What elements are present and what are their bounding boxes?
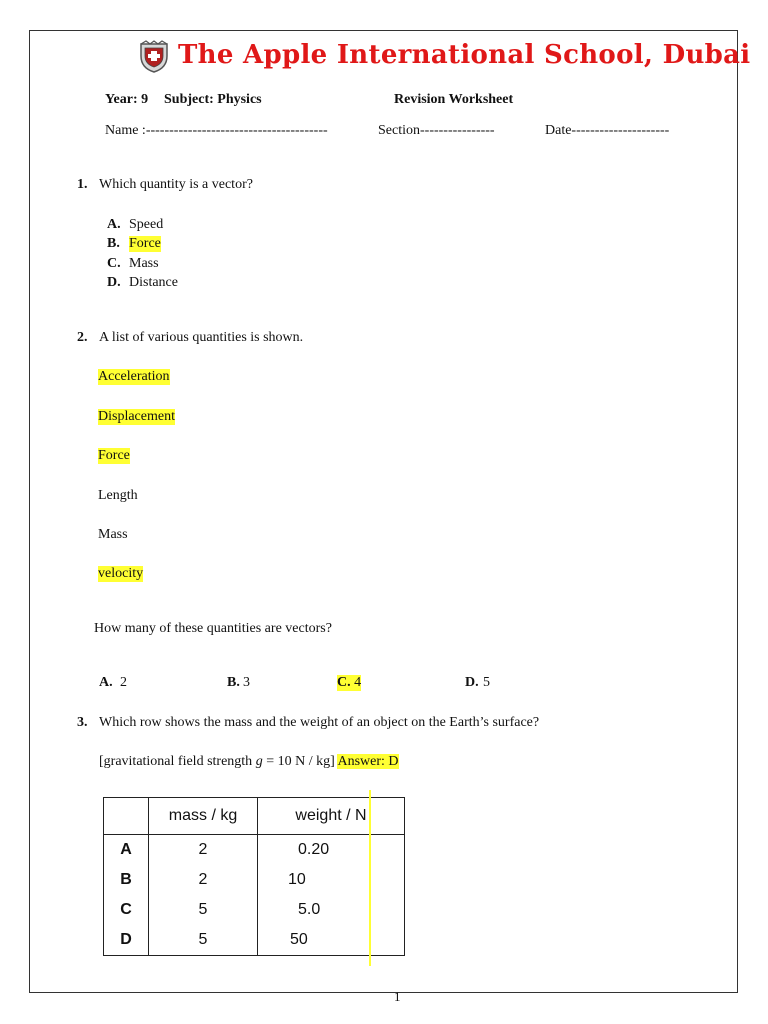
note-prefix: [gravitational field strength bbox=[99, 754, 256, 769]
weight-cell: 5.0 bbox=[258, 895, 405, 925]
quantity-force: Force bbox=[98, 448, 130, 463]
answer-letter: D. bbox=[465, 675, 479, 690]
quantity-mass: Mass bbox=[98, 527, 128, 542]
table-row bbox=[104, 835, 405, 866]
answer-value: 4 bbox=[354, 675, 362, 690]
mass-cell: 2 bbox=[149, 865, 258, 895]
year-label: Year: 9 bbox=[105, 92, 149, 107]
note-g-symbol: g bbox=[255, 754, 263, 769]
q1-text: Which quantity is a vector? bbox=[99, 177, 253, 192]
option-letter: D. bbox=[107, 275, 121, 290]
answer-value: 3 bbox=[243, 675, 250, 690]
answer-value: 2 bbox=[120, 675, 127, 690]
option-text: Mass bbox=[129, 256, 159, 271]
option-text: Speed bbox=[129, 217, 164, 232]
page-number: 1 bbox=[394, 989, 401, 1004]
q3-note bbox=[99, 754, 399, 770]
quantity-velocity: velocity bbox=[98, 566, 144, 581]
answer-letter: B. bbox=[227, 675, 240, 690]
answer-value: 5 bbox=[483, 675, 490, 690]
q2-text: A list of various quantities is shown. bbox=[99, 330, 304, 345]
q2-number: 2. bbox=[77, 330, 88, 345]
worksheet-title: Revision Worksheet bbox=[394, 92, 514, 107]
option-letter: A. bbox=[107, 217, 121, 232]
table-header-cell: mass / kg bbox=[149, 798, 258, 835]
date-field[interactable]: Date--------------------- bbox=[545, 123, 670, 138]
q3-number: 3. bbox=[77, 715, 88, 730]
row-label: A bbox=[104, 835, 149, 866]
mass-cell: 2 bbox=[149, 835, 258, 866]
table-row bbox=[104, 895, 405, 925]
q2-prompt: How many of these quantities are vectors? bbox=[94, 621, 332, 636]
q3-text: Which row shows the mass and the weight of an object on the Earth’s surface? bbox=[99, 715, 540, 730]
section-field[interactable]: Section---------------- bbox=[378, 123, 495, 138]
quantity-length: Length bbox=[98, 488, 138, 503]
highlight-rule bbox=[369, 790, 371, 966]
subject-label: Subject: Physics bbox=[164, 92, 262, 107]
weight-cell: 10 bbox=[258, 865, 405, 895]
table-row bbox=[104, 865, 405, 895]
table-row bbox=[104, 925, 405, 956]
option-letter: B. bbox=[107, 236, 120, 251]
row-label: D bbox=[104, 925, 149, 956]
answer-letter: C. bbox=[337, 675, 351, 690]
table-header-cell bbox=[104, 798, 149, 835]
answer-letter: A. bbox=[99, 675, 113, 690]
quantity-acceleration: Acceleration bbox=[98, 369, 170, 384]
quantity-displacement: Displacement bbox=[98, 409, 175, 424]
table-header-cell: weight / N bbox=[258, 798, 405, 835]
note-suffix: = 10 N / kg] bbox=[262, 754, 335, 769]
row-label: B bbox=[104, 865, 149, 895]
q3-answer-highlighted: Answer: D bbox=[337, 754, 399, 769]
row-label: C bbox=[104, 895, 149, 925]
weight-cell: 0.20 bbox=[258, 835, 405, 866]
table-header-row bbox=[104, 798, 405, 835]
option-text-highlighted: Force bbox=[129, 236, 161, 251]
name-field[interactable]: Name :--------------------------------------- bbox=[105, 123, 328, 138]
school-crest-icon bbox=[137, 40, 171, 74]
school-name: The Apple International School, Dubai bbox=[178, 40, 751, 70]
option-letter: C. bbox=[107, 256, 121, 271]
option-text: Distance bbox=[129, 275, 178, 290]
weight-cell: 50 bbox=[258, 925, 405, 956]
mass-weight-table bbox=[103, 797, 405, 956]
mass-cell: 5 bbox=[149, 925, 258, 956]
q2-answer-c-highlighted bbox=[337, 675, 361, 691]
q1-number: 1. bbox=[77, 177, 88, 192]
mass-cell: 5 bbox=[149, 895, 258, 925]
